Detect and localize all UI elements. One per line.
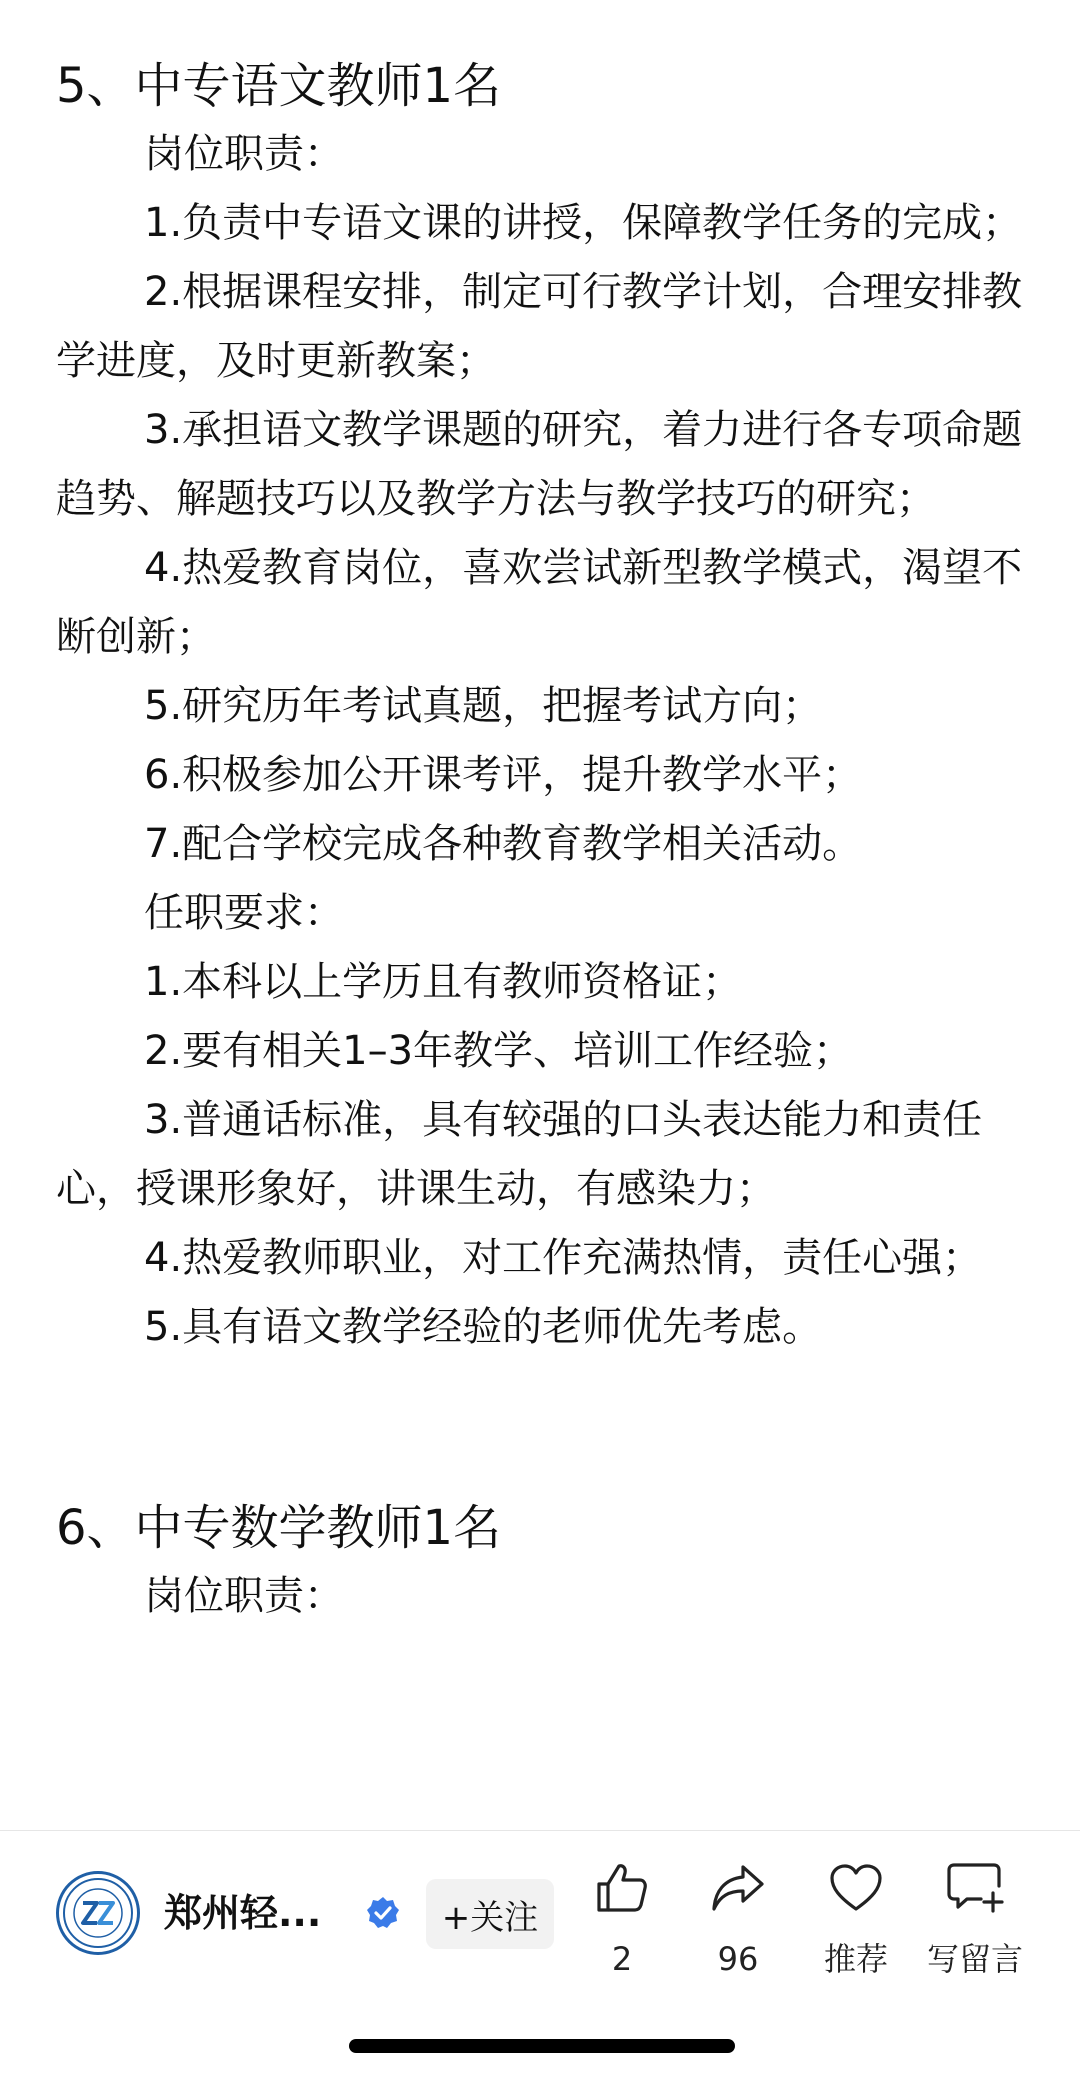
paragraph: 2.要有相关1–3年教学、培训工作经验； xyxy=(144,1028,854,1074)
section-math-teacher xyxy=(56,1494,1028,1631)
like-count: 2 xyxy=(611,1940,633,1978)
paragraph: 5.研究历年考试真题，把握考试方向； xyxy=(144,683,823,729)
paragraph: 任职要求： xyxy=(144,890,344,936)
share-button[interactable] xyxy=(673,1853,803,1983)
verified-badge-icon xyxy=(365,1895,401,1931)
paragraph: 5.具有语文教学经验的老师优先考虑。 xyxy=(144,1304,823,1350)
heart-icon xyxy=(827,1859,885,1917)
paragraph: 岗位职责： xyxy=(144,1573,344,1619)
section-chinese-teacher xyxy=(56,52,1028,1362)
school-logo-icon xyxy=(61,1876,135,1950)
write-comment-label: 写留言 xyxy=(926,1940,1023,1978)
paragraph: 1.负责中专语文课的讲授，保障教学任务的完成； xyxy=(144,200,1023,246)
share-count: 96 xyxy=(717,1940,759,1978)
article-body xyxy=(56,0,1028,1631)
recommend-button[interactable] xyxy=(791,1853,921,1983)
write-comment-button[interactable] xyxy=(910,1853,1040,1983)
comment-plus-icon xyxy=(945,1859,1005,1917)
section-title: 5、中专语文教师1名 xyxy=(56,58,502,114)
follow-button[interactable]: +关注 xyxy=(426,1879,554,1949)
share-arrow-icon xyxy=(709,1859,767,1917)
paragraph: 2.根据课程安排，制定可行教学计划，合理安排教学进度，及时更新教案； xyxy=(56,269,1023,384)
section-title: 6、中专数学教师1名 xyxy=(56,1500,502,1556)
paragraph: 7.配合学校完成各种教育教学相关活动。 xyxy=(144,821,863,867)
thumbs-up-icon xyxy=(593,1859,651,1917)
avatar[interactable] xyxy=(56,1871,140,1955)
paragraph: 6.积极参加公开课考评，提升教学水平； xyxy=(144,752,863,798)
paragraph: 4.热爱教育岗位，喜欢尝试新型教学模式，渴望不断创新； xyxy=(56,545,1023,660)
paragraph: 3.普通话标准，具有较强的口头表达能力和责任心，授课形象好，讲课生动，有感染力； xyxy=(56,1097,983,1212)
home-indicator[interactable] xyxy=(349,2039,735,2053)
like-button[interactable] xyxy=(557,1853,687,1983)
paragraph: 岗位职责： xyxy=(144,131,344,177)
paragraph: 4.热爱教师职业，对工作充满热情，责任心强； xyxy=(144,1235,983,1281)
paragraph: 3.承担语文教学课题的研究，着力进行各专项命题趋势、解题技巧以及教学方法与教学技巧的研究； xyxy=(56,407,1023,522)
account-name[interactable]: 郑州轻... xyxy=(164,1891,322,1935)
recommend-label: 推荐 xyxy=(823,1940,888,1978)
paragraph: 1.本科以上学历且有教师资格证； xyxy=(144,959,743,1005)
